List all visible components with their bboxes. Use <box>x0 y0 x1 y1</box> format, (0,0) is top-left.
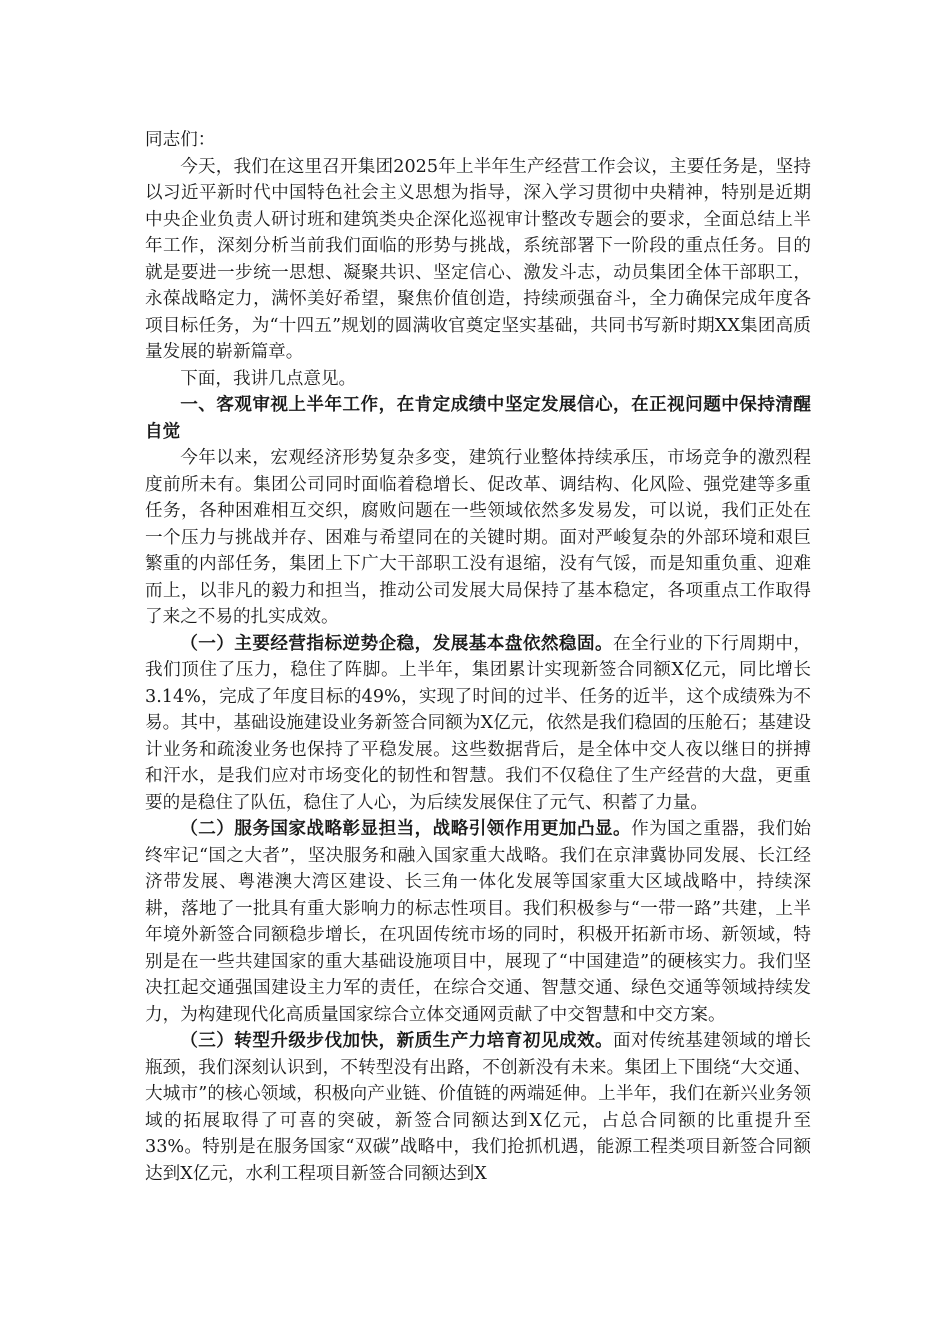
overview-paragraph: 今年以来，宏观经济形势复杂多变，建筑行业整体持续承压，市场竞争的激烈程度前所未有。集团公司同时面临着稳增长、促改革、调结构、化风险、强党建等多重任务，各种困难相互交织，腐败问题在一些领域依然多发易发，可以说，我们正处在一个压力与挑战并存、困难与希望同在的关键时期。面对严峻复杂的外部环境和艰巨繁重的内部任务，集团上下广大干部职工没有退缩，没有气馁，而是知重负重、迎难而上，以非凡的毅力和担当，推动公司发展大局保持了基本稳定，各项重点工作取得了来之不易的扎实成效。 <box>145 448 811 627</box>
transition-paragraph: 下面，我讲几点意见。 <box>180 368 357 389</box>
point-paragraph-2 <box>145 816 811 1028</box>
point-title-2: （二）服务国家战略彰显担当，战略引领作用更加凸显。 <box>180 818 632 839</box>
salutation: 同志们： <box>145 130 216 150</box>
point-body-3: 面对传统基建领域的增长瓶颈，我们深刻认识到，不转型没有出路，不创新没有未来。集团上下围绕“大交通、大城市”的核心领域，积极向产业链、价值链的两端延伸。上半年，我们在新兴业务领域的拓展取得了可喜的突破，新签合同额达到X亿元，占总合同额的比重提升至33%。特别是在服务国家“双碳”战略中，我们抢抓机遇，能源工程类项目新签合同额达到X亿元，水利工程项目新签合同额达到X <box>145 1031 811 1184</box>
point-body-2: 作为国之重器，我们始终牢记“国之大者”，坚决服务和融入国家重大战略。我们在京津冀协同发展、长江经济带发展、粤港澳大湾区建设、长三角一体化发展等国家重大区域战略中，持续深耕，落地了一批具有重大影响力的标志性项目。我们积极参与“一带一路”共建，上半年境外新签合同额稳步增长，在巩固传统市场的同时，积极开拓新市场、新领域，特别是在一些共建国家的重大基础设施项目中，展现了“中国建造”的硬核实力。我们坚决扛起交通强国建设主力军的责任，在综合交通、智慧交通、绿色交通等领域持续发力，为构建现代化高质量国家综合立体交通网贡献了中交智慧和中交方案。 <box>145 819 811 1025</box>
document-page <box>145 127 811 1187</box>
section-heading: 一、客观审视上半年工作，在肯定成绩中坚定发展信心，在正视问题中保持清醒自觉 <box>145 394 811 442</box>
point-title-1: （一）主要经营指标逆势企稳，发展基本盘依然稳固。 <box>180 632 614 654</box>
point-body-1: 在全行业的下行周期中，我们顶住了压力，稳住了阵脚。上半年，集团累计实现新签合同额X亿元，同比增长3.14%，完成了年度目标的49%，实现了时间的过半、任务的近半，这个成绩殊为不易。其中，基础设施建设业务新签合同额为X亿元，依然是我们稳固的压舱石；基建设计业务和疏浚业务也保持了平稳发展。这些数据背后，是全体中交人夜以继日的拼搏和汗水，是我们应对市场变化的韧性和智慧。我们不仅稳住了生产经营的大盘，更重要的是稳住了队伍，稳住了人心，为后续发展保住了元气、积蓄了力量。 <box>145 633 811 813</box>
intro-paragraph: 今天，我们在这里召开集团2025年上半年生产经营工作会议，主要任务是，坚持以习近平新时代中国特色社会主义思想为指导，深入学习贯彻中央精神，特别是近期中央企业负责人研讨班和建筑类央企深化巡视审计整改专题会的要求，全面总结上半年工作，深刻分析当前我们面临的形势与挑战，系统部署下一阶段的重点任务。目的就是要进一步统一思想、凝聚共识、坚定信心、激发斗志，动员集团全体干部职工，永葆战略定力，满怀美好希望，聚焦价值创造，持续顽强奋斗，全力确保完成年度各项目标任务，为“十四五”规划的圆满收官奠定坚实基础，共同书写新时期XX集团高质量发展的崭新篇章。 <box>145 156 811 362</box>
point-title-3: （三）转型升级步伐加快，新质生产力培育初见成效。 <box>180 1030 614 1051</box>
point-paragraph-3 <box>145 1028 811 1187</box>
point-paragraph-1 <box>145 631 811 817</box>
